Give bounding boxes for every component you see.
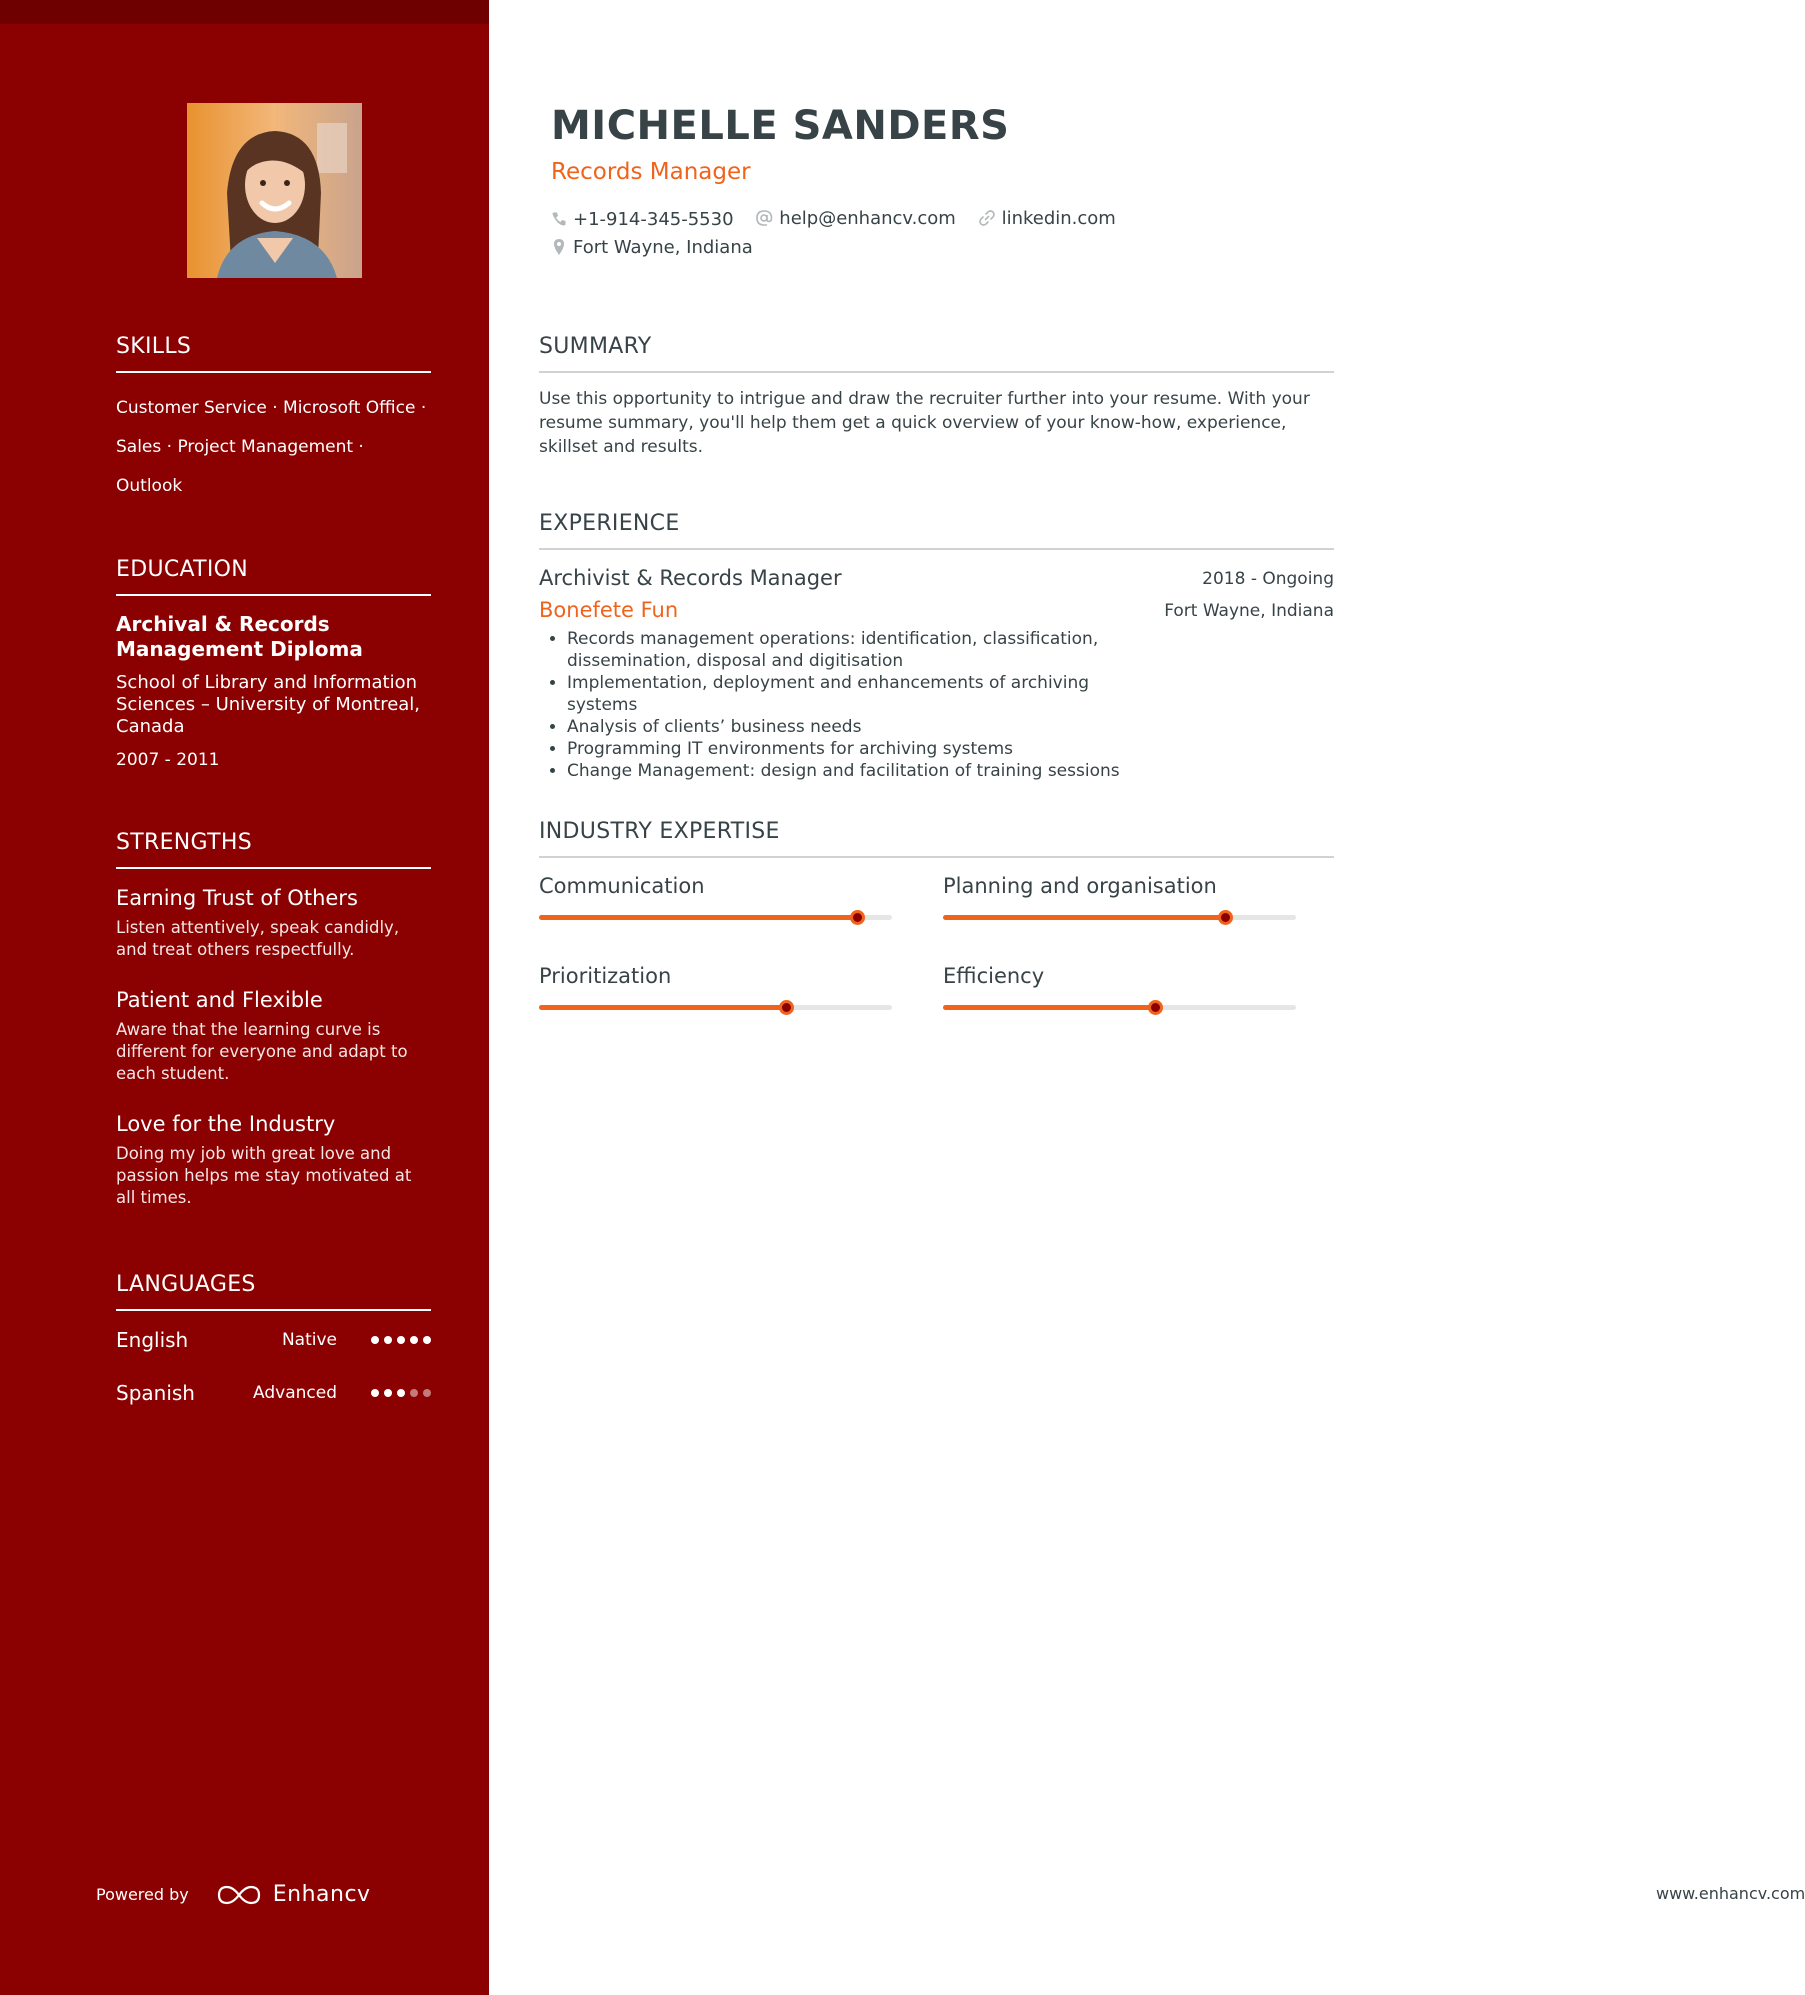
skill-item: Customer Service (116, 398, 267, 418)
expertise-grid (539, 858, 1334, 1058)
language-level: Advanced (253, 1383, 337, 1403)
language-rating (371, 1389, 431, 1397)
enhancv-brand-name: Enhancv (272, 1882, 371, 1907)
powered-by (96, 1882, 371, 1907)
strength-title: Patient and Flexible (116, 988, 323, 1012)
language-level: Native (281, 1330, 337, 1350)
expertise-bar-fill (539, 915, 857, 920)
expertise-label: Communication (539, 874, 705, 898)
skill-item: Sales (116, 437, 162, 457)
phone-number: +1-914-345-5530 (573, 208, 734, 230)
rating-dot (410, 1336, 418, 1344)
language-rating (371, 1336, 431, 1344)
experience-bullets (539, 628, 1159, 782)
rating-dot (397, 1336, 405, 1344)
email-contact[interactable] (755, 204, 956, 232)
summary-text: Use this opportunity to intrigue and draw the recruiter further into your resume. With your resume summary, you'll help them get a quick overview of your know-how, experience, skillset and results. (539, 389, 1310, 457)
experience-bullet: • Records management operations: identification, classification, dissemination, disposal and digitisation (567, 628, 1159, 672)
expertise-bar-fill (539, 1005, 786, 1010)
expertise-item (943, 874, 1296, 920)
skill-item: Microsoft Office (283, 398, 416, 418)
strength-description: Aware that the learning curve is different for everyone and adapt to each student. (116, 1020, 408, 1083)
education-school: School of Library and Information Sciences – University of Montreal, Canada (116, 672, 421, 737)
location-contact (551, 233, 753, 261)
expertise-item (539, 874, 892, 920)
experience-role: Archivist & Records Manager (539, 566, 842, 590)
education-dates: 2007 - 2011 (116, 750, 220, 770)
sidebar (0, 0, 489, 1995)
experience-company: Bonefete Fun (539, 598, 679, 622)
skills-list: Customer Service · Microsoft Office · Sales · Project Management · Outlook (116, 398, 427, 496)
expertise-bar (943, 915, 1296, 920)
language-row (116, 1327, 431, 1353)
phone-icon (551, 211, 567, 227)
contact-info (551, 204, 1151, 261)
link-icon (978, 209, 996, 227)
experience-bullet: • Change Management: design and facilitation of training sessions (567, 760, 1159, 782)
footer-website-link[interactable]: www.enhancv.com (1656, 1884, 1805, 1903)
languages-section (116, 1272, 431, 1433)
expertise-bar-fill (943, 915, 1225, 920)
rating-dot (371, 1389, 379, 1397)
expertise-heading: INDUSTRY EXPERTISE (539, 819, 1334, 858)
experience-dates: 2018 - Ongoing (1202, 569, 1334, 589)
experience-bullet: • Programming IT environments for archiving systems (567, 738, 1159, 760)
rating-dot (423, 1336, 431, 1344)
education-heading: EDUCATION (116, 557, 431, 596)
expertise-bar (943, 1005, 1296, 1010)
expertise-label: Planning and organisation (943, 874, 1217, 898)
powered-by-label: Powered by (96, 1885, 189, 1904)
strengths-heading: STRENGTHS (116, 830, 431, 869)
experience-section (539, 511, 1334, 782)
profile-photo (187, 103, 362, 278)
phone-contact[interactable] (551, 205, 734, 233)
rating-dot (397, 1389, 405, 1397)
summary-section (539, 334, 1334, 459)
strengths-section (116, 830, 431, 1235)
rating-dot (423, 1389, 431, 1397)
education-degree: Archival & Records Management Diploma (116, 612, 363, 661)
expertise-bar (539, 1005, 892, 1010)
candidate-name: MICHELLE SANDERS (551, 103, 1010, 149)
linkedin-contact[interactable] (978, 204, 1116, 232)
expertise-label: Efficiency (943, 964, 1045, 988)
candidate-title: Records Manager (551, 159, 751, 185)
summary-heading: SUMMARY (539, 334, 1334, 373)
rating-dot (371, 1336, 379, 1344)
experience-bullet: • Implementation, deployment and enhancements of archiving systems (567, 672, 1159, 716)
expertise-item (943, 964, 1296, 1010)
expertise-bar-knob (1148, 1000, 1163, 1015)
expertise-label: Prioritization (539, 964, 672, 988)
rating-dot (384, 1389, 392, 1397)
language-row (116, 1380, 431, 1406)
skill-item: Outlook (116, 476, 183, 496)
linkedin-url: linkedin.com (1001, 207, 1116, 229)
languages-list (116, 1327, 431, 1406)
experience-location: Fort Wayne, Indiana (1164, 601, 1334, 621)
strength-description: Doing my job with great love and passion helps me stay motivated at all times. (116, 1144, 412, 1207)
language-name: Spanish (116, 1381, 195, 1405)
strength-item (116, 1111, 431, 1209)
expertise-bar-knob (850, 910, 865, 925)
expertise-bar (539, 915, 892, 920)
education-section (116, 557, 431, 770)
enhancv-logo[interactable] (215, 1882, 371, 1907)
strength-title: Earning Trust of Others (116, 886, 358, 910)
skills-heading: SKILLS (116, 334, 431, 373)
location-text: Fort Wayne, Indiana (573, 236, 753, 258)
email-address: help@enhancv.com (779, 207, 956, 229)
strength-description: Listen attentively, speak candidly, and treat others respectfully. (116, 918, 400, 959)
expertise-bar-knob (1218, 910, 1233, 925)
sidebar-top-strip (0, 0, 489, 24)
rating-dot (410, 1389, 418, 1397)
expertise-bar-knob (779, 1000, 794, 1015)
strength-item (116, 885, 431, 961)
skill-item: Project Management (177, 437, 354, 457)
experience-bullet: • Analysis of clients’ business needs (567, 716, 1159, 738)
location-pin-icon (551, 238, 567, 256)
skills-section (116, 334, 431, 506)
expertise-bar-fill (943, 1005, 1155, 1010)
strength-title: Love for the Industry (116, 1112, 336, 1136)
language-name: English (116, 1328, 189, 1352)
expertise-item (539, 964, 892, 1010)
strength-item (116, 987, 431, 1085)
main-content (489, 0, 1805, 1995)
languages-heading: LANGUAGES (116, 1272, 431, 1311)
enhancv-logo-icon (215, 1883, 263, 1907)
rating-dot (384, 1336, 392, 1344)
expertise-section (539, 819, 1334, 1058)
experience-heading: EXPERIENCE (539, 511, 1334, 550)
at-sign-icon (755, 209, 773, 227)
